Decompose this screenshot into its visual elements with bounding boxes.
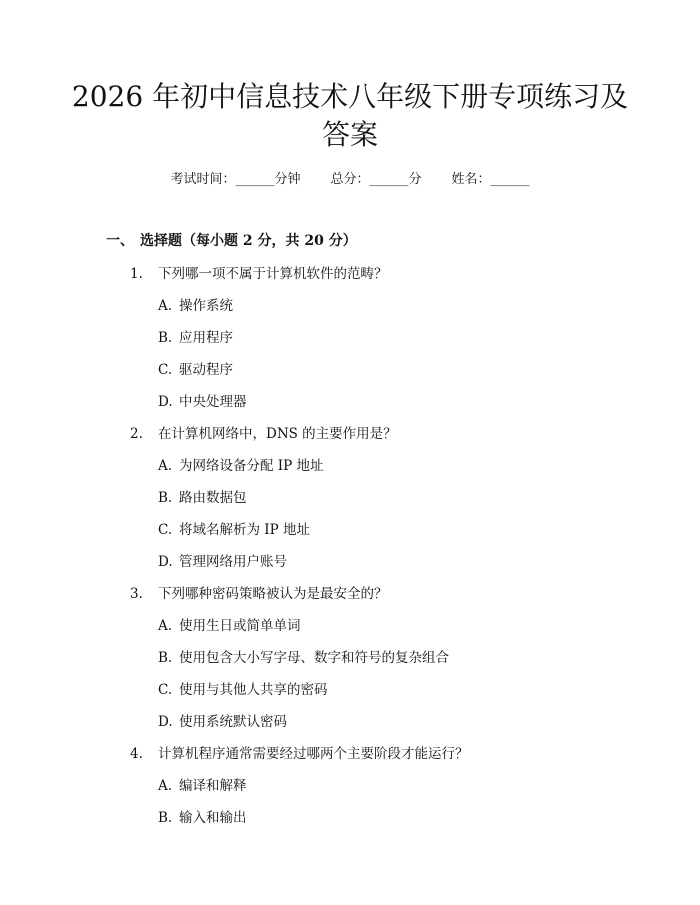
- question-1: [130, 262, 388, 282]
- q1-option-c: [158, 358, 233, 378]
- question-text: 计算机程序通常需要经过哪两个主要阶段才能运行？: [158, 746, 469, 762]
- option-letter: D.: [158, 394, 173, 410]
- option-letter: A.: [158, 618, 173, 634]
- document-title: [60, 78, 640, 154]
- option-letter: B.: [158, 330, 173, 346]
- question-2: [130, 422, 397, 442]
- option-letter: B.: [158, 490, 173, 506]
- option-text: 使用生日或简单单词: [179, 618, 301, 634]
- option-text: 使用系统默认密码: [179, 714, 287, 730]
- option-letter: C.: [158, 362, 173, 378]
- q1-option-a: [158, 294, 233, 314]
- score-label: 总分：: [330, 172, 370, 187]
- score-unit: 分: [408, 172, 422, 187]
- time-blank: ______: [235, 172, 275, 187]
- score-blank: ______: [369, 172, 409, 187]
- title-line-1: 2026 年初中信息技术八年级下册专项练习及: [71, 80, 629, 113]
- q1-option-b: [158, 326, 233, 346]
- question-3: [130, 582, 388, 602]
- option-letter: A.: [158, 298, 173, 314]
- option-letter: B.: [158, 810, 173, 826]
- name-blank: ______: [490, 172, 530, 187]
- option-text: 驱动程序: [179, 362, 233, 378]
- option-text: 为网络设备分配 IP 地址: [179, 458, 324, 474]
- option-letter: D.: [158, 554, 173, 570]
- option-letter: A.: [158, 458, 173, 474]
- question-number: 1.: [130, 266, 143, 282]
- option-text: 输入和输出: [179, 810, 247, 826]
- q2-option-b: [158, 486, 247, 506]
- q3-option-c: [158, 678, 328, 698]
- option-letter: C.: [158, 522, 173, 538]
- question-number: 4.: [130, 746, 143, 762]
- option-text: 编译和解释: [179, 778, 247, 794]
- option-text: 操作系统: [179, 298, 233, 314]
- option-text: 将域名解析为 IP 地址: [179, 522, 310, 538]
- q4-option-a: [158, 774, 247, 794]
- q2-option-c: [158, 518, 310, 538]
- question-text: 下列哪一项不属于计算机软件的范畴？: [158, 266, 388, 282]
- option-text: 使用与其他人共享的密码: [179, 682, 328, 698]
- title-line-2: 答案: [321, 118, 378, 151]
- section-title: 选择题（每小题 2 分，共 20 分）: [140, 233, 357, 249]
- q2-option-d: [158, 550, 287, 570]
- option-letter: C.: [158, 682, 173, 698]
- name-label: 姓名：: [451, 172, 491, 187]
- q1-option-d: [158, 390, 247, 410]
- q4-option-b: [158, 806, 247, 826]
- section-heading: [106, 230, 357, 250]
- option-letter: D.: [158, 714, 173, 730]
- question-text: 下列哪种密码策略被认为是最安全的？: [158, 586, 388, 602]
- time-label: 考试时间：: [170, 172, 236, 187]
- question-text: 在计算机网络中，DNS 的主要作用是？: [158, 426, 397, 442]
- section-number: 一、: [106, 233, 134, 249]
- question-4: [130, 742, 469, 762]
- q2-option-a: [158, 454, 324, 474]
- q3-option-b: [158, 646, 449, 666]
- option-letter: A.: [158, 778, 173, 794]
- option-text: 管理网络用户账号: [179, 554, 287, 570]
- question-number: 2.: [130, 426, 143, 442]
- option-text: 中央处理器: [179, 394, 247, 410]
- q3-option-a: [158, 614, 301, 634]
- option-letter: B.: [158, 650, 173, 666]
- option-text: 使用包含大小写字母、数字和符号的复杂组合: [179, 650, 449, 666]
- option-text: 应用程序: [179, 330, 233, 346]
- question-number: 3.: [130, 586, 143, 602]
- exam-info: [0, 168, 700, 187]
- q3-option-d: [158, 710, 287, 730]
- time-unit: 分钟: [274, 172, 301, 187]
- option-text: 路由数据包: [179, 490, 247, 506]
